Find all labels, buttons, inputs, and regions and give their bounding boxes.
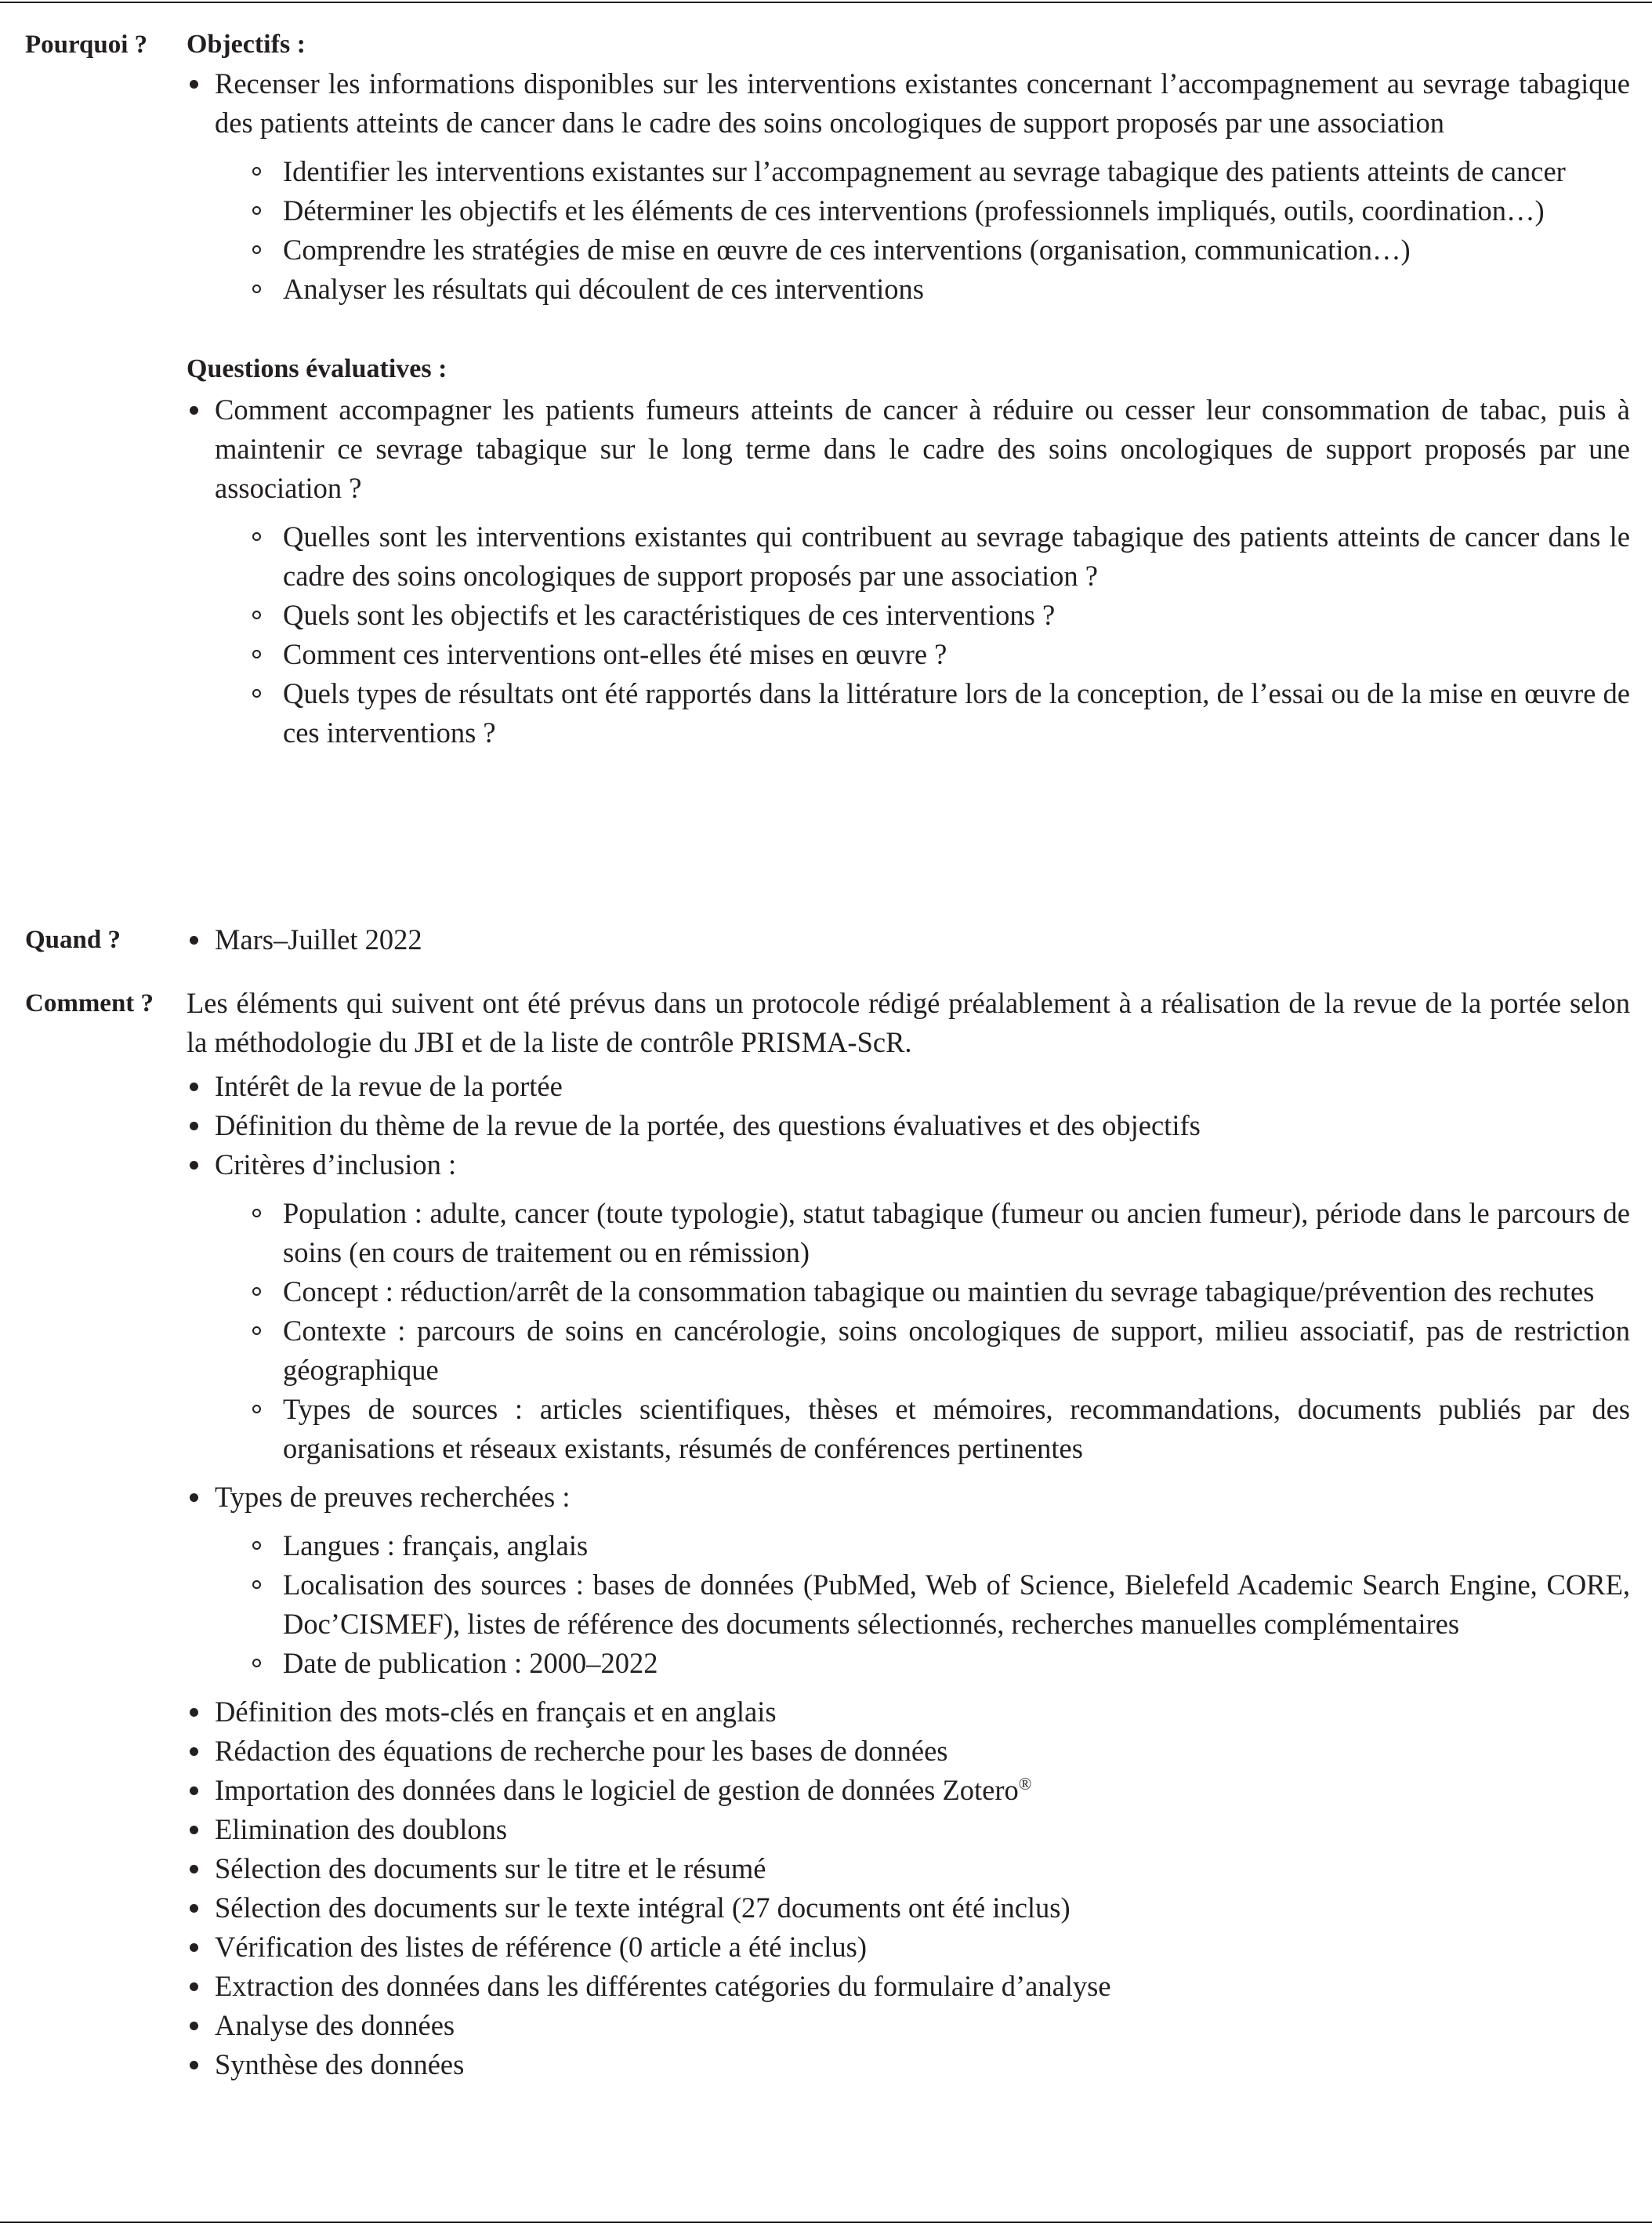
comment-intro: Les éléments qui suivent ont été prévus dans un protocole rédigé préalablement à a réalisation de la revue de la portée selon la méthodologie du JBI et de la liste de contrôle PRISMA-ScR. <box>187 987 1630 1058</box>
bullet-icon <box>190 1904 198 1913</box>
list-item <box>187 1771 1630 1810</box>
criteres-sublist <box>215 1194 1630 1468</box>
list-item: Définition du thème de la revue de la portée, des questions évaluatives et des objectifs <box>187 1106 1630 1145</box>
circle-bullet-icon <box>252 206 261 215</box>
criteres-label: Critères d’inclusion : <box>215 1148 457 1181</box>
list-item: Identifier les interventions existantes sur l’accompagnement au sevrage tabagique des patients atteints de cancer <box>215 152 1630 191</box>
circle-bullet-icon <box>252 245 261 254</box>
list-item: Analyser les résultats qui découlent de ces interventions <box>215 270 1630 309</box>
circle-bullet-icon <box>252 1405 261 1413</box>
circle-bullet-icon <box>252 1580 261 1589</box>
circle-bullet-icon <box>252 1326 261 1335</box>
bullet-icon <box>190 1493 198 1502</box>
bullet-icon <box>190 2061 198 2069</box>
circle-bullet-icon <box>252 689 261 698</box>
bullet-icon <box>190 936 198 945</box>
bullet-icon <box>190 1747 198 1756</box>
list-item <box>187 64 1630 309</box>
bullet-icon <box>190 80 198 89</box>
quand-value: Mars–Juillet 2022 <box>215 923 422 956</box>
questions-heading: Questions évaluatives : <box>187 354 447 383</box>
circle-bullet-icon <box>252 1541 261 1550</box>
list-item: Quelles sont les interventions existantes qui contribuent au sevrage tabagique des patients atteints de cancer dans le cadre des soins oncologiques de support proposés par une association ? <box>215 517 1630 596</box>
list-item: Déterminer les objectifs et les éléments de ces interventions (professionnels impliqués, outils, coordination…) <box>215 191 1630 230</box>
bullet-icon <box>190 1943 198 1952</box>
list-item: Synthèse des données <box>187 2045 1630 2084</box>
circle-bullet-icon <box>252 285 261 293</box>
circle-bullet-icon <box>252 1209 261 1217</box>
objectifs-heading: Objectifs : <box>187 30 306 59</box>
comment-label: Comment ? <box>25 989 154 1017</box>
bullet-icon <box>190 1826 198 1834</box>
bullet-icon <box>190 1161 198 1170</box>
questions-list <box>187 390 1630 753</box>
circle-bullet-icon <box>252 1287 261 1296</box>
list-item: Sélection des documents sur le titre et le résumé <box>187 1849 1630 1888</box>
circle-bullet-icon <box>252 1659 261 1667</box>
list-item: Localisation des sources : bases de données (PubMed, Web of Science, Bielefeld Academic Search Engine, CORE, Doc’CISMEF), listes de référence des documents sélectionnés, recherches manuelles complémentaires <box>215 1565 1630 1644</box>
list-item: Définition des mots-clés en français et en anglais <box>187 1692 1630 1732</box>
bullet-icon <box>190 1786 198 1795</box>
list-item: Comprendre les stratégies de mise en œuvre de ces interventions (organisation, communication…) <box>215 230 1630 270</box>
list-item: Date de publication : 2000–2022 <box>215 1644 1630 1683</box>
quand-list <box>187 920 1630 959</box>
zotero-text: Importation des données dans le logiciel de gestion de données Zotero <box>215 1774 1019 1806</box>
bullet-icon <box>190 1708 198 1717</box>
list-item: Population : adulte, cancer (toute typologie), statut tabagique (fumeur ou ancien fumeur), période dans le parcours de soins (en cours de traitement ou en rémission) <box>215 1194 1630 1272</box>
top-rule <box>0 2 1652 3</box>
preuves-sublist <box>215 1526 1630 1683</box>
pourquoi-body <box>187 25 1630 753</box>
preuves-label: Types de preuves recherchées : <box>215 1481 571 1513</box>
comment-body <box>187 984 1630 2084</box>
bullet-icon <box>190 406 198 415</box>
list-item: Elimination des doublons <box>187 1810 1630 1849</box>
bullet-icon <box>190 1865 198 1873</box>
list-item: Concept : réduction/arrêt de la consommation tabagique ou maintien du sevrage tabagique/prévention des rechutes <box>215 1272 1630 1311</box>
list-item: Sélection des documents sur le texte intégral (27 documents ont été inclus) <box>187 1888 1630 1928</box>
list-item: Extraction des données dans les différentes catégories du formulaire d’analyse <box>187 1967 1630 2006</box>
list-item: Langues : français, anglais <box>215 1526 1630 1565</box>
quand-body <box>187 920 1630 959</box>
objectifs-sublist <box>215 152 1630 309</box>
list-item: Quels types de résultats ont été rapportés dans la littérature lors de la conception, de l’essai ou de la mise en œuvre de ces interventions ? <box>215 674 1630 753</box>
objectifs-list <box>187 64 1630 309</box>
list-item: Contexte : parcours de soins en cancérologie, soins oncologiques de support, milieu associatif, pas de restriction géographique <box>215 1311 1630 1390</box>
list-item <box>187 1478 1630 1683</box>
circle-bullet-icon <box>252 611 261 619</box>
bullet-icon <box>190 2022 198 2030</box>
list-item: Types de sources : articles scientifiques, thèses et mémoires, recommandations, documents publiés par des organisations et réseaux existants, résumés de conférences pertinentes <box>215 1390 1630 1468</box>
list-item: Comment ces interventions ont-elles été mises en œuvre ? <box>215 635 1630 674</box>
questions-sublist <box>215 517 1630 753</box>
circle-bullet-icon <box>252 532 261 541</box>
circle-bullet-icon <box>252 167 261 176</box>
circle-bullet-icon <box>252 650 261 658</box>
registered-mark: ® <box>1018 1773 1032 1794</box>
bottom-rule <box>0 2222 1652 2223</box>
bullet-icon <box>190 1122 198 1130</box>
bullet-icon <box>190 1982 198 1991</box>
list-item: Quels sont les objectifs et les caractéristiques de ces interventions ? <box>215 596 1630 635</box>
pourquoi-label: Pourquoi ? <box>25 31 148 59</box>
list-item: Intérêt de la revue de la portée <box>187 1067 1630 1106</box>
quand-label: Quand ? <box>25 926 121 954</box>
list-item: Vérification des listes de référence (0 article a été inclus) <box>187 1928 1630 1967</box>
list-item: Analyse des données <box>187 2006 1630 2045</box>
list-item: Rédaction des équations de recherche pour les bases de données <box>187 1732 1630 1771</box>
questions-main-text: Comment accompagner les patients fumeurs atteints de cancer à réduire ou cesser leur consommation de tabac, puis à maintenir ce sevrage tabagique sur le long terme dans le cadre des soins oncologiques de support proposés par une association ? <box>215 394 1630 504</box>
list-item <box>187 1145 1630 1468</box>
comment-list <box>187 1067 1630 2084</box>
objectifs-main-text: Recenser les informations disponibles sur les interventions existantes concernant l’accompagnement au sevrage tabagique des patients atteints de cancer dans le cadre des soins oncologiques de support proposés par une association <box>215 67 1630 139</box>
bullet-icon <box>190 1083 198 1091</box>
list-item <box>187 390 1630 753</box>
list-item <box>187 920 1630 959</box>
